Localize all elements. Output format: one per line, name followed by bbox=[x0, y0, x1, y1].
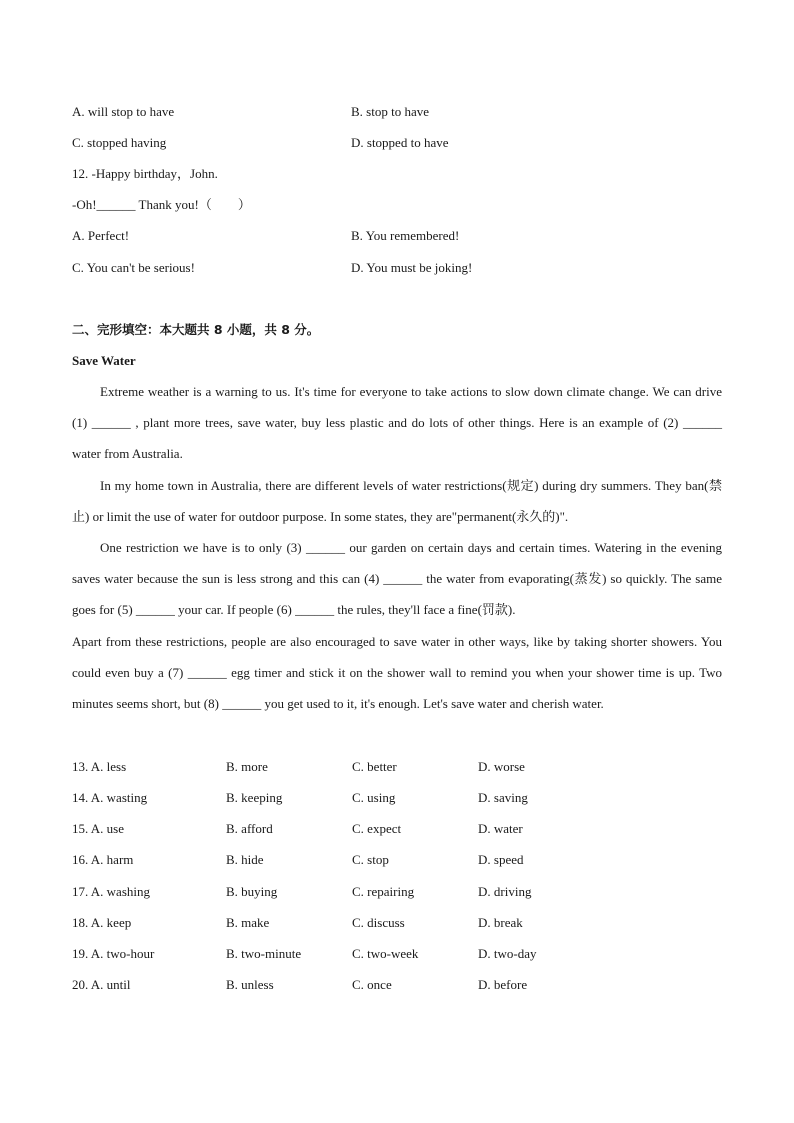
question-row bbox=[72, 789, 722, 807]
section-heading: 二、完形填空：本大题共 8 小题，共 8 分。 bbox=[72, 322, 320, 337]
q11-option-b: B. stop to have bbox=[351, 104, 429, 119]
question-option-d: D. break bbox=[478, 915, 523, 930]
question-row bbox=[72, 758, 722, 776]
q11-option-c: C. stopped having bbox=[72, 135, 167, 150]
question-option-a: 19. A. two-hour bbox=[72, 946, 155, 961]
question-option-d: D. worse bbox=[478, 759, 525, 774]
q11-option-a: A. will stop to have bbox=[72, 104, 175, 119]
question-option-d: D. two-day bbox=[478, 946, 537, 961]
question-option-a: 14. A. wasting bbox=[72, 790, 148, 805]
question-row bbox=[72, 945, 722, 963]
question-option-a: 15. A. use bbox=[72, 821, 124, 836]
question-option-a: 20. A. until bbox=[72, 977, 131, 992]
question-option-b: B. keeping bbox=[226, 790, 283, 805]
question-option-d: D. driving bbox=[478, 884, 532, 899]
question-option-c: C. better bbox=[352, 759, 397, 774]
question-row bbox=[72, 976, 722, 994]
passage-title: Save Water bbox=[72, 353, 136, 368]
q12-option-a: A. Perfect! bbox=[72, 228, 130, 243]
question-option-a: 17. A. washing bbox=[72, 884, 150, 899]
question-option-d: D. saving bbox=[478, 790, 528, 805]
question-option-b: B. hide bbox=[226, 852, 264, 867]
passage-paragraph-4: Apart from these restrictions, people are also encouraged to save water in other ways, like by taking shorter showers. You could even buy a (7) ______ egg timer and stick it on the shower wall to remind you when your shower time is up. Two minutes seems short, but (8) ______ you get used to it, it's enough. Let's save water and cherish water. bbox=[72, 633, 722, 712]
question-option-a: 16. A. harm bbox=[72, 852, 134, 867]
question-row bbox=[72, 914, 722, 932]
question-option-a: 13. A. less bbox=[72, 759, 127, 774]
question-option-b: B. buying bbox=[226, 884, 278, 899]
question-option-b: B. afford bbox=[226, 821, 273, 836]
q12-option-d: D. You must be joking! bbox=[351, 260, 473, 275]
passage-paragraph-1: Extreme weather is a warning to us. It's time for everyone to take actions to slow down climate change. We can drive (1) ______ , plant more trees, save water, buy less plastic and do lots of other things. Here is an example of (2) ______ water from Australia. bbox=[72, 384, 722, 462]
question-option-c: C. once bbox=[352, 977, 392, 992]
q12-option-b: B. You remembered! bbox=[351, 228, 460, 243]
question-option-c: C. two-week bbox=[352, 946, 419, 961]
question-option-b: B. unless bbox=[226, 977, 274, 992]
question-row bbox=[72, 883, 722, 901]
question-option-d: D. before bbox=[478, 977, 528, 992]
passage-paragraph-3: One restriction we have is to only (3) ______ our garden on certain days and certain times. Watering in the evening saves water because the sun is less strong and this can (4) ______ the water from evaporating(蒸发) so quickly. The same goes for (5) ______ your car. If people (6) ______ the rules, they'll face a fine(罚款). bbox=[72, 540, 722, 618]
passage-paragraph-2: In my home town in Australia, there are different levels of water restrictions(规定) during dry summers. They ban(禁止) or limit the use of water for outdoor purpose. In some states, they are"permanent(永久的)". bbox=[72, 477, 722, 524]
question-option-c: C. using bbox=[352, 790, 396, 805]
question-option-b: B. more bbox=[226, 759, 268, 774]
question-option-b: B. two-minute bbox=[226, 946, 302, 961]
question-option-c: C. expect bbox=[352, 821, 402, 836]
q12-reply: -Oh!______ Thank you!（ ） bbox=[72, 197, 251, 212]
question-option-a: 18. A. keep bbox=[72, 915, 132, 930]
question-option-d: D. speed bbox=[478, 852, 524, 867]
passage bbox=[72, 376, 722, 719]
question-row bbox=[72, 851, 722, 869]
question-option-b: B. make bbox=[226, 915, 270, 930]
question-row bbox=[72, 820, 722, 838]
q11-option-d: D. stopped to have bbox=[351, 135, 449, 150]
question-option-d: D. water bbox=[478, 821, 523, 836]
q12-option-c: C. You can't be serious! bbox=[72, 260, 195, 275]
q12-stem: 12. -Happy birthday，John. bbox=[72, 166, 218, 181]
question-option-c: C. stop bbox=[352, 852, 389, 867]
question-option-c: C. repairing bbox=[352, 884, 415, 899]
question-option-c: C. discuss bbox=[352, 915, 405, 930]
